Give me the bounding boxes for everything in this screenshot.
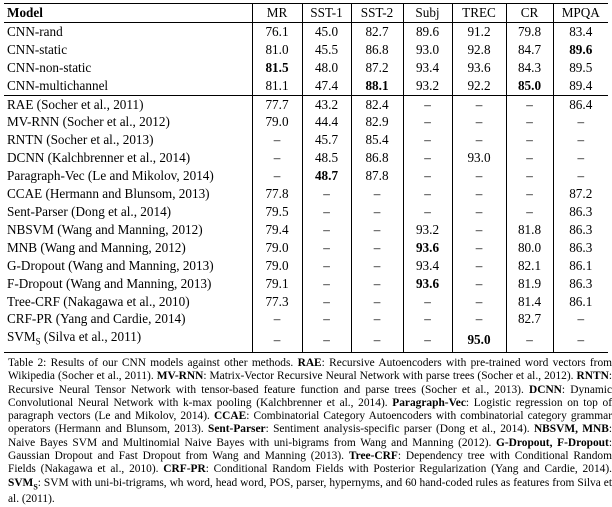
model-name: CRF-PR (Yang and Cardie, 2014) [7, 311, 186, 327]
model-name: NBSVM (Wang and Manning, 2012) [7, 221, 203, 237]
score-cell-sst-1: 47.4 [302, 77, 351, 95]
score-cell-mr: 76.1 [252, 22, 302, 40]
score-cell-subj: – [403, 310, 452, 328]
score-cell-trec: – [452, 167, 506, 185]
table-row [4, 293, 608, 311]
caption-method-key: Paragraph-Vec [392, 396, 466, 409]
score-cell-sst-2: – [351, 221, 403, 239]
score-cell-sst-2: – [351, 275, 403, 293]
column-header-trec: TREC [452, 4, 506, 23]
score-cell-sst-2: – [351, 185, 403, 203]
score-cell-sst-1: – [302, 310, 351, 328]
score-cell-mpqa: 86.1 [569, 293, 593, 309]
table-row [4, 310, 608, 328]
table-row [4, 221, 608, 239]
score-cell-trec: – [452, 310, 506, 328]
score-cell-subj: – [403, 328, 452, 352]
model-name-cell [4, 149, 252, 167]
score-cell-sst-1: 45.5 [302, 41, 351, 59]
score-cell-trec: – [452, 131, 506, 149]
score-cell-mpqa: – [577, 311, 585, 327]
table-caption [8, 357, 612, 507]
score-cell-cr: – [506, 131, 553, 149]
score-cell-sst-2: – [351, 203, 403, 221]
model-name-cell [4, 77, 252, 95]
score-cell-subj: 93.2 [403, 221, 452, 239]
column-header-cr: CR [506, 4, 553, 23]
model-name: G-Dropout (Wang and Manning, 2013) [7, 257, 214, 273]
model-citation: (Silva et al., 2011) [40, 329, 142, 345]
score-cell-mpqa: – [577, 114, 585, 130]
score-cell-trec: – [452, 185, 506, 203]
score-cell-mpqa: 86.3 [569, 221, 593, 237]
score-cell-subj: – [403, 113, 452, 131]
score-cell-mpqa: 89.6 [569, 41, 593, 57]
score-cell-sst-1: – [302, 257, 351, 275]
score-cell-trec: – [452, 257, 506, 275]
score-cell-subj: 93.6 [403, 275, 452, 293]
score-cell-cr: 84.7 [506, 41, 553, 59]
score-cell-subj: – [403, 167, 452, 185]
model-name-cell [4, 95, 252, 113]
caption-method-key: DCNN [529, 383, 562, 396]
score-cell-mr: 81.0 [252, 41, 302, 59]
score-cell-trec: 92.2 [452, 77, 506, 95]
score-cell-sst-2: 82.7 [351, 22, 403, 40]
table-row [4, 239, 608, 257]
score-cell-subj: 93.4 [403, 257, 452, 275]
score-cell-subj: – [403, 149, 452, 167]
score-cell-sst-1: – [302, 185, 351, 203]
score-cell-mpqa: 86.4 [553, 95, 608, 113]
score-cell-mpqa: – [577, 132, 585, 148]
model-name-cell [4, 59, 252, 77]
model-name: SVM [7, 329, 36, 345]
table-row [4, 328, 608, 352]
caption-method-key: SVM [8, 476, 34, 489]
model-name: MV-RNN (Socher et al., 2012) [7, 114, 170, 130]
score-cell-trec: – [452, 95, 506, 113]
score-cell-cr: – [506, 113, 553, 131]
score-cell-sst-2: – [351, 310, 403, 328]
caption-method-description: : Recursive Autoencoders with pre-trained word vectors from Wikipedia (Socher et al., 2011). [8, 357, 612, 383]
model-name-subscript: S [35, 336, 41, 347]
score-cell-mr: – [252, 131, 302, 149]
model-name-cell [4, 275, 252, 293]
score-cell-mpqa: 89.5 [569, 59, 593, 75]
caption-method-description: : Naive Bayes SVM and Multinomial Naive Bayes with uni-bigrams from Wang and Manning (2012). [8, 423, 612, 449]
score-cell-subj: – [403, 95, 452, 113]
model-name: RAE (Socher et al., 2011) [7, 96, 144, 112]
table-row [4, 131, 608, 149]
score-cell-trec: – [452, 275, 506, 293]
caption-method-description: : Conditional Random Fields with Posterior Regularization (Yang and Cardie, 2014). [205, 463, 612, 476]
score-cell-sst-2: – [351, 239, 403, 257]
table-row [4, 275, 608, 293]
score-cell-sst-2: – [351, 257, 403, 275]
caption-method-description: : SVM with uni-bi-trigrams, wh word, head word, POS, parser, hypernyms, and 60 hand-coded rules as features from Silva et al. (2011). [8, 476, 612, 506]
caption-method-key: NBSVM, MNB [533, 423, 609, 436]
score-cell-sst-2: 88.1 [351, 77, 403, 95]
score-cell-sst-1: – [302, 275, 351, 293]
score-cell-mr: 77.7 [252, 95, 302, 113]
model-name: CNN-rand [7, 23, 63, 39]
score-cell-sst-1: – [302, 328, 351, 352]
caption-intro: Table 2: Results of our CNN models against other methods. [8, 357, 298, 369]
score-cell-sst-1: 43.2 [302, 95, 351, 113]
score-cell-mpqa: 87.2 [569, 186, 593, 202]
model-name-cell [4, 239, 252, 257]
caption-method-description: : Gaussian Dropout and Fast Dropout from Wang and Manning (2013). [8, 436, 612, 463]
model-name: DCNN (Kalchbrenner et al., 2014) [7, 150, 191, 166]
table-row [4, 149, 608, 167]
score-cell-mr: – [252, 149, 302, 167]
table-row [4, 257, 608, 275]
score-cell-trec: 92.8 [452, 41, 506, 59]
caption-method-description: : Logistic regression on top of paragraph vectors (Le and Mikolov, 2014). [8, 396, 612, 423]
model-name: Tree-CRF (Nakagawa et al., 2010) [7, 293, 190, 309]
caption-method-key: RAE [297, 357, 322, 369]
caption-method-key-subscript: S [33, 481, 38, 491]
score-cell-cr: – [506, 328, 553, 352]
score-cell-subj: – [403, 203, 452, 221]
column-header-sst-1: SST-1 [302, 4, 351, 23]
score-cell-sst-2: 87.2 [351, 59, 403, 77]
score-cell-mr: – [252, 310, 302, 328]
score-cell-sst-1: 48.7 [302, 167, 351, 185]
model-name-cell [4, 131, 252, 149]
score-cell-mpqa: 86.3 [569, 275, 593, 291]
model-name: CNN-multichannel [7, 77, 109, 93]
score-cell-mr: 77.3 [252, 293, 302, 311]
caption-method-description: : Matrix-Vector Recursive Neural Network with parse trees (Socher et al., 2012). [203, 370, 577, 383]
model-name-cell [4, 41, 252, 59]
score-cell-cr: 84.3 [506, 59, 553, 77]
score-cell-subj: 93.6 [403, 239, 452, 257]
score-cell-mr: 79.0 [252, 239, 302, 257]
score-cell-cr: 80.0 [506, 239, 553, 257]
table-header-row [4, 4, 608, 23]
model-name-cell [4, 185, 252, 203]
score-cell-mr: 81.1 [252, 77, 302, 95]
score-cell-mpqa: 86.3 [569, 239, 593, 255]
score-cell-sst-1: 48.5 [302, 149, 351, 167]
caption-method-key: Sent-Parser [208, 423, 266, 436]
model-name-cell [4, 310, 252, 328]
model-name: CNN-static [7, 41, 68, 57]
baseline-methods-group [4, 95, 608, 352]
caption-method-key: G-Dropout, F-Dropout [496, 436, 609, 449]
score-cell-mr: 81.5 [252, 59, 302, 77]
score-cell-cr: 81.9 [506, 275, 553, 293]
model-name: F-Dropout (Wang and Manning, 2013) [7, 275, 212, 291]
score-cell-mpqa: 86.3 [569, 203, 593, 219]
model-column-header: Model [4, 4, 252, 23]
column-header-mr: MR [252, 4, 302, 23]
caption-method-description: : Recursive Neural Tensor Network with tensor-based feature function and parse trees (Socher et al., 2013). [8, 370, 612, 396]
score-cell-trec: – [452, 203, 506, 221]
model-name: RNTN (Socher et al., 2013) [7, 132, 154, 148]
score-cell-mr: – [252, 328, 302, 352]
score-cell-mr: 79.4 [252, 221, 302, 239]
score-cell-sst-1: 45.7 [302, 131, 351, 149]
score-cell-cr: – [506, 149, 553, 167]
cnn-models-group [4, 22, 608, 95]
score-cell-cr: 85.0 [506, 77, 553, 95]
score-cell-sst-1: – [302, 203, 351, 221]
score-cell-sst-1: – [302, 239, 351, 257]
score-cell-cr: 81.8 [506, 221, 553, 239]
score-cell-mr: 77.8 [252, 185, 302, 203]
score-cell-cr: 81.4 [506, 293, 553, 311]
score-cell-trec: – [452, 221, 506, 239]
score-cell-sst-2: 86.8 [351, 149, 403, 167]
table-row [4, 113, 608, 131]
score-cell-trec: 93.0 [452, 149, 506, 167]
caption-method-description: : Combinatorial Category Autoencoders with combinatorial category grammar operators (Hermann and Blunsom, 2013). [8, 410, 612, 436]
score-cell-cr: 82.1 [506, 257, 553, 275]
model-name-cell [4, 22, 252, 40]
score-cell-mpqa: 89.4 [569, 77, 593, 93]
score-cell-mr: 79.0 [252, 113, 302, 131]
results-table-figure [4, 3, 612, 506]
column-header-mpqa: MPQA [553, 4, 608, 23]
score-cell-subj: – [403, 131, 452, 149]
score-cell-sst-2: 82.9 [351, 113, 403, 131]
score-cell-mr: 79.1 [252, 275, 302, 293]
score-cell-cr: – [506, 95, 553, 113]
table-row [4, 77, 608, 95]
score-cell-subj: 93.0 [403, 41, 452, 59]
score-cell-trec: – [452, 113, 506, 131]
score-cell-sst-1: 45.0 [302, 22, 351, 40]
table-row [4, 203, 608, 221]
table-row [4, 22, 608, 40]
score-cell-cr: 79.8 [506, 22, 553, 40]
score-cell-trec: – [452, 293, 506, 311]
score-cell-trec: 93.6 [452, 59, 506, 77]
table-row [4, 167, 608, 185]
caption-method-description: : Dependency tree with Conditional Random Fields (Nakagawa et al., 2010). [8, 450, 612, 476]
score-cell-sst-2: – [351, 328, 403, 352]
score-cell-cr: – [506, 185, 553, 203]
score-cell-trec: 95.0 [452, 328, 506, 352]
score-cell-mpqa: 83.4 [553, 22, 608, 40]
table-row [4, 41, 608, 59]
score-cell-mpqa: – [577, 168, 585, 184]
score-cell-sst-1: 48.0 [302, 59, 351, 77]
score-cell-subj: 93.4 [403, 59, 452, 77]
table-row [4, 185, 608, 203]
score-cell-sst-1: 44.4 [302, 113, 351, 131]
model-name-cell [4, 328, 252, 352]
score-cell-subj: – [403, 185, 452, 203]
score-cell-subj: 89.6 [403, 22, 452, 40]
caption-method-description: : Sentiment analysis-specific parser (Dong et al., 2014). [265, 423, 534, 436]
score-cell-sst-2: 86.8 [351, 41, 403, 59]
score-cell-subj: 93.2 [403, 77, 452, 95]
score-cell-mr: – [252, 167, 302, 185]
score-cell-trec: 91.2 [452, 22, 506, 40]
score-cell-subj: – [403, 293, 452, 311]
caption-method-key: Tree-CRF [348, 450, 398, 463]
score-cell-sst-2: 85.4 [351, 131, 403, 149]
score-cell-mpqa: 86.1 [569, 257, 593, 273]
model-name-cell [4, 167, 252, 185]
column-header-subj: Subj [403, 4, 452, 23]
model-name: MNB (Wang and Manning, 2012) [7, 239, 186, 255]
model-name: CCAE (Hermann and Blunsom, 2013) [7, 186, 210, 202]
score-cell-cr: – [506, 167, 553, 185]
table-row [4, 59, 608, 77]
score-cell-sst-2: 87.8 [351, 167, 403, 185]
score-cell-mr: 79.5 [252, 203, 302, 221]
model-name: Paragraph-Vec (Le and Mikolov, 2014) [7, 168, 214, 184]
caption-method-key: RNTN [576, 370, 609, 383]
score-cell-sst-2: 82.4 [351, 95, 403, 113]
model-name-cell [4, 221, 252, 239]
caption-method-key: CRF-PR [163, 463, 206, 476]
model-name-cell [4, 113, 252, 131]
score-cell-mpqa: – [577, 150, 585, 166]
model-name: Sent-Parser (Dong et al., 2014) [7, 203, 172, 219]
model-name: CNN-non-static [7, 59, 92, 75]
score-cell-cr: 82.7 [506, 310, 553, 328]
score-cell-sst-1: – [302, 293, 351, 311]
table-row [4, 95, 608, 113]
score-cell-cr: – [506, 203, 553, 221]
model-name-cell [4, 257, 252, 275]
score-cell-mpqa: – [553, 328, 608, 352]
caption-method-description: : Dynamic Convolutional Neural Network with k-max pooling (Kalchbrenner et al., 2014). [8, 383, 612, 409]
results-table [4, 3, 608, 353]
score-cell-mr: 79.0 [252, 257, 302, 275]
model-name-cell [4, 203, 252, 221]
model-name-cell [4, 293, 252, 311]
caption-method-key: MV-RNN [156, 370, 204, 383]
score-cell-trec: – [452, 239, 506, 257]
score-cell-sst-1: – [302, 221, 351, 239]
column-header-sst-2: SST-2 [351, 4, 403, 23]
caption-method-key: CCAE [213, 410, 247, 423]
score-cell-sst-2: – [351, 293, 403, 311]
